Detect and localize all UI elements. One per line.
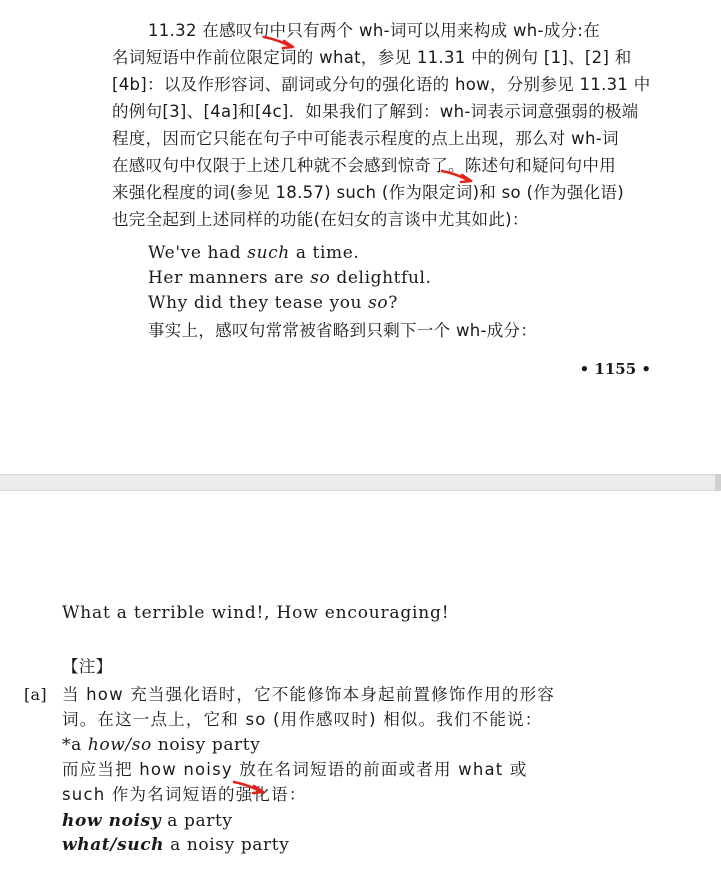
example-1 — [148, 242, 359, 264]
lower-page — [0, 491, 721, 879]
red-arrow-annotation — [232, 779, 266, 795]
bad-example-pre: *a — [62, 735, 88, 755]
note-line-2: 词。在这一点上，它和 so (用作感叹时) 相似。我们不能说： — [62, 710, 543, 729]
text-line-8: 也完全起到上述同样的功能(在妇女的言谈中尤其如此)： — [112, 210, 529, 229]
exclamation-example: What a terrible wind!, How encouraging! — [62, 603, 450, 623]
text-line-6: 在感叹句中仅限于上述几种就不会感到惊奇了。陈述句和疑问句中用 — [112, 156, 616, 175]
text-line-3: [4b]：以及作形容词、副词或分句的强化语的 how，分别参见 11.31 中 — [112, 75, 651, 94]
bad-example — [62, 734, 260, 756]
example-1-pre: We've had — [148, 243, 248, 263]
good-example-2-post: a noisy party — [164, 835, 290, 855]
example-2-pre: Her manners are — [148, 268, 311, 288]
scrollbar[interactable] — [715, 474, 721, 491]
text-line-4: 的例句[3]、[4a]和[4c]．如果我们了解到：wh-词表示词意强弱的极端 — [112, 102, 639, 121]
note-heading: 【注】 — [62, 657, 113, 676]
closing-line: 事实上，感叹句常常被省略到只剩下一个 wh-成分： — [148, 321, 538, 340]
text-line-7: 来强化程度的词(参见 18.57) such (作为限定词)和 so (作为强化语) — [112, 183, 624, 202]
text-line-2: 名词短语中作前位限定词的 what，参见 11.31 中的例句 [1]、[2] 和 — [112, 48, 632, 67]
note-line-1: 当 how 充当强化语时，它不能修饰本身起前置修饰作用的形容 — [62, 685, 556, 704]
note-line-4: such 作为名词短语的强化语： — [62, 785, 307, 804]
example-3-emphasis: so — [368, 293, 389, 313]
good-example-1 — [62, 810, 233, 832]
note-marker: [a] — [24, 685, 47, 704]
page-separator — [0, 474, 721, 491]
example-2-post: delightful. — [330, 268, 432, 288]
good-example-1-post: a party — [161, 811, 233, 831]
red-arrow-annotation — [440, 168, 474, 184]
bad-example-emphasis: how/so — [87, 735, 152, 755]
red-arrow-annotation — [262, 34, 296, 50]
good-example-2 — [62, 834, 289, 856]
good-example-1-emphasis: how noisy — [62, 811, 162, 831]
text-line-5: 程度，因而它只能在句子中可能表示程度的点上出现，那么对 wh-词 — [112, 129, 619, 148]
bad-example-post: noisy party — [151, 735, 261, 755]
example-3 — [148, 292, 398, 314]
example-2-emphasis: so — [310, 268, 331, 288]
example-1-post: a time. — [289, 243, 360, 263]
example-3-post: ? — [388, 293, 398, 313]
example-3-pre: Why did they tease you — [148, 293, 369, 313]
text-line-1: 11.32 在感叹句中只有两个 wh-词可以用来构成 wh-成分:在 — [148, 21, 601, 40]
example-2 — [148, 267, 432, 289]
example-1-emphasis: such — [247, 243, 290, 263]
good-example-2-emphasis: what/such — [62, 835, 165, 855]
page-number: • 1155 • — [579, 360, 651, 378]
note-line-3: 而应当把 how noisy 放在名词短语的前面或者用 what 或 — [62, 760, 528, 779]
